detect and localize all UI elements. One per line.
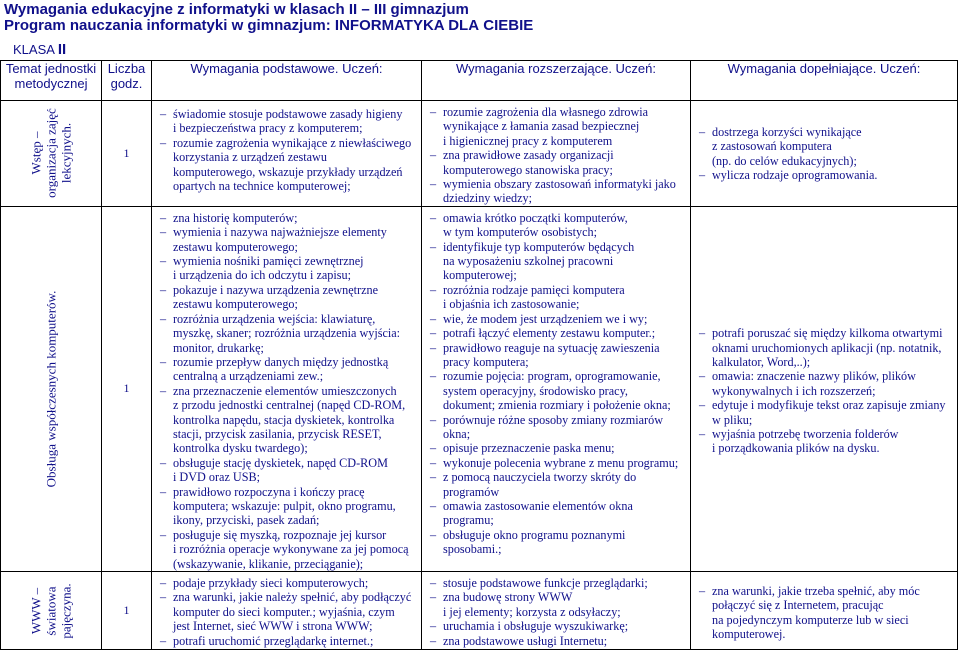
list-item: – prawidłowo rozpoczyna i kończy pracę: [160, 485, 417, 499]
list-item-continuation: komputer do sieci komputer.; wyjaśnia, czym: [173, 604, 395, 619]
col-hours-header: Liczba godz.: [102, 61, 152, 101]
supplementary-cell: [691, 206, 958, 571]
topic-cell: WWW – światowa pajęczyna.: [1, 572, 102, 650]
list-item-continuation: komputerowej.: [712, 626, 786, 641]
list-item: – edytuje i modyfikuje tekst oraz zapisuje zmiany: [699, 398, 953, 412]
col-basic-header: Wymagania podstawowe. Uczeń:: [152, 61, 422, 101]
list-item-continuation: komputerowego stanowiska pracy;: [443, 162, 613, 177]
list-item-continuation: i bezpieczeństwa pracy z komputerem;: [173, 121, 363, 136]
list-item-continuation: z zastosowań komputera: [712, 139, 832, 154]
list-item: – zna podstawowe usługi Internetu;: [430, 634, 686, 648]
list-item: – wie, że modem jest urządzeniem we i wy;: [430, 312, 686, 326]
list-item: – posługuje się myszką, rozpoznaje jej kursor: [160, 528, 417, 542]
list-item-continuation: komputera; wskazuje: pulpit, okno programu,: [173, 498, 396, 513]
col-supplementary-header: Wymagania dopełniające. Uczeń:: [691, 61, 958, 101]
hours-cell: 1: [102, 572, 152, 650]
list-item-continuation: zestawu komputerowego;: [173, 239, 298, 254]
list-item: – świadomie stosuje podstawowe zasady higieny: [160, 107, 417, 121]
list-item-continuation: i rozróżnia operacje wykonywane za jej pomocą: [173, 542, 409, 557]
list-item: – prawidłowo reaguje na sytuację zawieszenia: [430, 341, 686, 355]
list-item: – potrafi łączyć elementy zestawu komputer.;: [430, 326, 686, 340]
basic-cell: [152, 206, 422, 571]
list-item-continuation: monitor, drukarkę;: [173, 340, 264, 355]
list-item-continuation: i DVD oraz USB;: [173, 470, 260, 485]
list-item: – z pomocą nauczyciela tworzy skróty do: [430, 470, 686, 484]
list-item-continuation: jest Internet, sieć WWW i strona WWW;: [173, 619, 373, 634]
list-item-continuation: pracy komputera;: [443, 354, 529, 369]
list-item: – omawia zastosowanie elementów okna: [430, 499, 686, 513]
topic-cell: Wstęp – organizacja zajęć lekcyjnych.: [1, 101, 102, 207]
supplementary-cell: [691, 101, 958, 207]
hours-cell: 1: [102, 101, 152, 207]
extended-cell: [422, 101, 691, 207]
list-item: – dostrzega korzyści wynikające: [699, 125, 953, 139]
list-item: – rozumie przepływ danych między jednostką: [160, 355, 417, 369]
list-item: – obsługuje stację dyskietek, napęd CD-ROM: [160, 456, 417, 470]
table-row: [1, 206, 958, 571]
list-item: – omawia: znaczenie nazwy plików, plików: [699, 369, 953, 383]
table-row: [1, 101, 958, 207]
list-item: – zna warunki, jakie należy spełnić, aby podłączyć: [160, 590, 417, 604]
list-item: – wymienia i nazywa najważniejsze elementy: [160, 225, 417, 239]
list-item: – rozumie pojęcia: program, oprogramowanie,: [430, 369, 686, 383]
list-item-continuation: (wskazywanie, klikanie, przeciąganie);: [173, 556, 364, 571]
list-item-continuation: w tym komputerów osobistych;: [443, 225, 598, 240]
list-item-continuation: wykonywalnych i ich rozszerzeń;: [712, 383, 876, 398]
list-item-continuation: stacji, przycisk zasilania, przycisk RESET,: [173, 426, 382, 441]
list-item: – rozumie zagrożenia wynikające z niewłaściwego: [160, 136, 417, 150]
topic-cell: Obsługa współczesnych komputerów.: [1, 206, 102, 571]
col-extended-header: Wymagania rozszerzające. Uczeń:: [422, 61, 691, 101]
extended-cell: [422, 206, 691, 571]
list-item: – rozróżnia rodzaje pamięci komputera: [430, 283, 686, 297]
list-item-continuation: system operacyjny, środowisko pracy,: [443, 383, 628, 398]
list-item: – wylicza rodzaje oprogramowania.: [699, 168, 953, 182]
list-item: – podaje przykłady sieci komputerowych;: [160, 576, 417, 590]
list-item: – potrafi uruchomić przeglądarkę internet.;: [160, 634, 417, 648]
list-item-continuation: i jej elementy; korzysta z odsyłaczy;: [443, 604, 621, 619]
list-item-continuation: kalkulator, Word,..);: [712, 354, 811, 369]
list-item-continuation: dziedziny wiedzy;: [443, 191, 533, 206]
list-item-continuation: myszkę, skaner; rozróżnia urządzenia wyjścia:: [173, 326, 401, 341]
list-item-continuation: i urządzenia do ich odczytu i zapisu;: [173, 268, 352, 283]
list-item-continuation: i objaśnia ich zastosowanie;: [443, 297, 580, 312]
list-item-continuation: i higienicznej pracy z komputerem: [443, 133, 613, 148]
header-row: [1, 61, 958, 101]
list-item-continuation: centralną a urządzeniami zew.;: [173, 369, 324, 384]
list-item: – wykonuje polecenia wybrane z menu programu;: [430, 456, 686, 470]
list-item: – wyjaśnia potrzebę tworzenia folderów: [699, 427, 953, 441]
list-item-continuation: z przodu jednostki centralnej (napęd CD-ROM,: [173, 398, 406, 413]
list-item-continuation: oknami uruchomionych aplikacji (np. notatnik,: [712, 340, 942, 355]
list-item: – identyfikuje typ komputerów będących: [430, 240, 686, 254]
list-item: – obsługuje okno programu poznanymi: [430, 528, 686, 542]
list-item-continuation: i porządkowania plików na dysku.: [712, 441, 880, 456]
list-item-continuation: sposobami.;: [443, 542, 502, 557]
list-item-continuation: zestawu komputerowego;: [173, 297, 298, 312]
program-title: Program nauczania informatyki w gimnazjum: INFORMATYKA DLA CIEBIE: [4, 17, 534, 34]
list-item: – wymienia nośniki pamięci zewnętrznej: [160, 254, 417, 268]
list-item: – zna prawidłowe zasady organizacji: [430, 148, 686, 162]
list-item-continuation: komputerowej;: [443, 268, 517, 283]
list-item: – pokazuje i nazywa urządzenia zewnętrzne: [160, 283, 417, 297]
list-item: – rozumie zagrożenia dla własnego zdrowia: [430, 105, 686, 119]
list-item-continuation: (np. do celów edukacyjnych);: [712, 153, 857, 168]
list-item: – zna historię komputerów;: [160, 211, 417, 225]
list-item-continuation: korzystania z urządzeń zestawu: [173, 150, 327, 165]
list-item: – porównuje różne sposoby zmiany rozmiarów: [430, 413, 686, 427]
list-item-continuation: komputerowego, wskazuje przykłady urządzeń: [173, 164, 403, 179]
list-item: – rozróżnia urządzenia wejścia: klawiaturę,: [160, 312, 417, 326]
list-item-continuation: połączyć się z Internetem, pracując: [712, 598, 884, 613]
list-item: – zna przeznaczenie elementów umieszczonych: [160, 384, 417, 398]
list-item-continuation: w pliku;: [712, 412, 753, 427]
list-item-continuation: wynikające z łamania zasad bezpiecznej: [443, 119, 640, 134]
list-item: – wymienia obszary zastosowań informatyki jako: [430, 177, 686, 191]
requirements-table: [0, 60, 958, 650]
class-label: KLASA II: [13, 41, 67, 58]
list-item-continuation: kontrolka dysku twardego);: [173, 441, 308, 456]
list-item-continuation: kontrolka napędu, stacja dyskietek, kontrolka: [173, 412, 395, 427]
list-item: – opisuje przeznaczenie paska menu;: [430, 441, 686, 455]
list-item-continuation: dokument; zmienia rozmiary i położenie okna;: [443, 398, 671, 413]
list-item-continuation: opartych na technice komputerowej;: [173, 179, 351, 194]
list-item-continuation: programów: [443, 484, 500, 499]
list-item-continuation: ikony, przyciski, pasek zadań;: [173, 513, 320, 528]
list-item: – omawia krótko początki komputerów,: [430, 211, 686, 225]
list-item-continuation: programu;: [443, 513, 494, 528]
col-topic-header: Temat jednostki metodycznej: [1, 61, 102, 101]
list-item-continuation: na pojedynczym komputerze lub w sieci: [712, 612, 909, 627]
list-item-continuation: na wyposażeniu szkolnej pracowni: [443, 254, 614, 269]
basic-cell: [152, 101, 422, 207]
list-item: – uruchamia i obsługuje wyszukiwarkę;: [430, 619, 686, 633]
list-item: – zna warunki, jakie trzeba spełnić, aby móc: [699, 584, 953, 598]
list-item-continuation: okna;: [443, 426, 471, 441]
document-title: Wymagania edukacyjne z informatyki w klasach II – III gimnazjum: [4, 1, 469, 18]
list-item: – potrafi poruszać się między kilkoma otwartymi: [699, 326, 953, 340]
list-item: – zna budowę strony WWW: [430, 590, 686, 604]
list-item: – stosuje podstawowe funkcje przeglądarki;: [430, 576, 686, 590]
hours-cell: 1: [102, 206, 152, 571]
